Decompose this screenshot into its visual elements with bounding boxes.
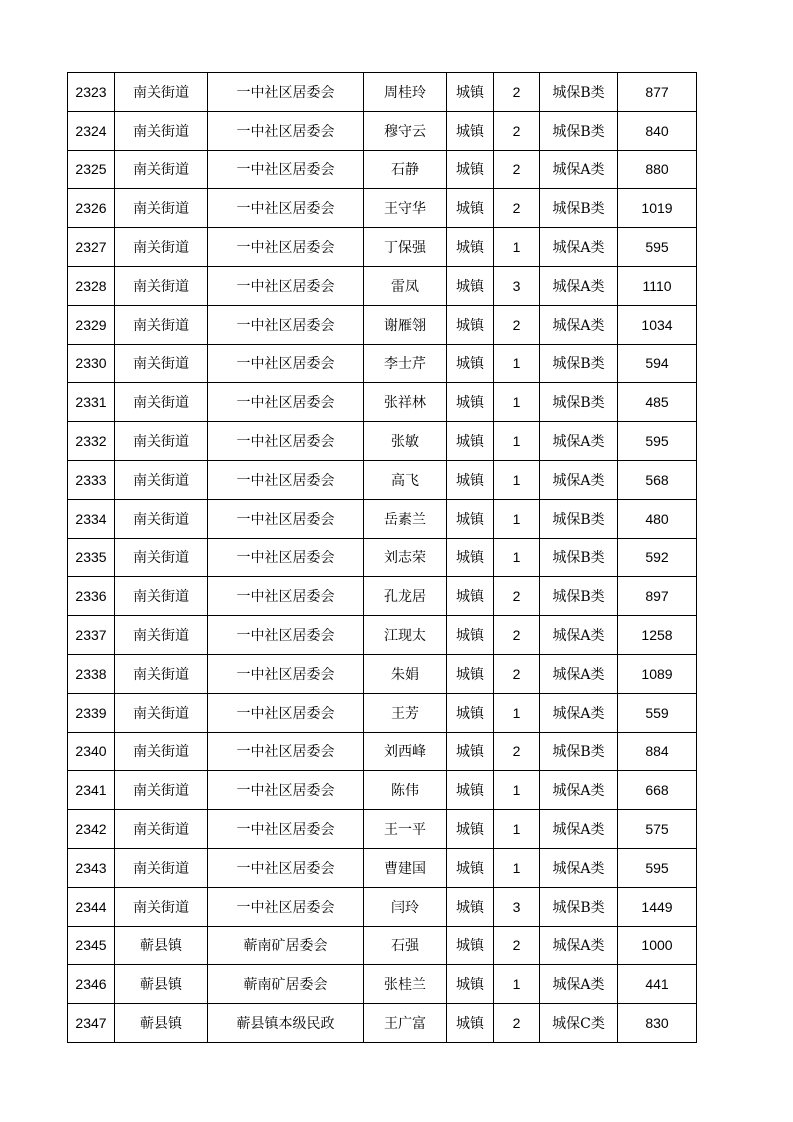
area-type-cell: 城镇 — [447, 848, 494, 887]
amount-cell: 1449 — [618, 887, 697, 926]
category-cell: 城保A类 — [540, 266, 618, 305]
area-type-cell: 城镇 — [447, 1004, 494, 1043]
person-name-cell: 雷凤 — [364, 266, 447, 305]
category-cell: 城保A类 — [540, 848, 618, 887]
area-type-cell: 城镇 — [447, 732, 494, 771]
serial-number-cell: 2347 — [68, 1004, 115, 1043]
table-row — [68, 344, 697, 383]
table-row — [68, 732, 697, 771]
area-type-cell: 城镇 — [447, 344, 494, 383]
category-cell: 城保B类 — [540, 383, 618, 422]
serial-number-cell: 2338 — [68, 654, 115, 693]
street-cell: 南关街道 — [115, 266, 208, 305]
area-type-cell: 城镇 — [447, 810, 494, 849]
community-cell: 一中社区居委会 — [208, 228, 364, 267]
street-cell: 南关街道 — [115, 344, 208, 383]
street-cell: 南关街道 — [115, 111, 208, 150]
serial-number-cell: 2325 — [68, 150, 115, 189]
community-cell: 一中社区居委会 — [208, 693, 364, 732]
table-row — [68, 499, 697, 538]
category-cell: 城保B类 — [540, 538, 618, 577]
person-name-cell: 周桂玲 — [364, 73, 447, 112]
roster-table-body — [68, 73, 697, 1043]
household-size-cell: 2 — [494, 926, 540, 965]
area-type-cell: 城镇 — [447, 383, 494, 422]
serial-number-cell: 2342 — [68, 810, 115, 849]
street-cell: 南关街道 — [115, 577, 208, 616]
street-cell: 南关街道 — [115, 693, 208, 732]
table-row — [68, 422, 697, 461]
street-cell: 南关街道 — [115, 654, 208, 693]
community-cell: 一中社区居委会 — [208, 111, 364, 150]
community-cell: 一中社区居委会 — [208, 344, 364, 383]
person-name-cell: 闫玲 — [364, 887, 447, 926]
household-size-cell: 1 — [494, 344, 540, 383]
area-type-cell: 城镇 — [447, 266, 494, 305]
area-type-cell: 城镇 — [447, 577, 494, 616]
category-cell: 城保A类 — [540, 771, 618, 810]
serial-number-cell: 2327 — [68, 228, 115, 267]
person-name-cell: 曹建国 — [364, 848, 447, 887]
street-cell: 南关街道 — [115, 616, 208, 655]
street-cell: 南关街道 — [115, 887, 208, 926]
amount-cell: 594 — [618, 344, 697, 383]
household-size-cell: 2 — [494, 732, 540, 771]
household-size-cell: 1 — [494, 383, 540, 422]
amount-cell: 441 — [618, 965, 697, 1004]
area-type-cell: 城镇 — [447, 499, 494, 538]
area-type-cell: 城镇 — [447, 228, 494, 267]
category-cell: 城保A类 — [540, 965, 618, 1004]
table-row — [68, 887, 697, 926]
table-row — [68, 266, 697, 305]
household-size-cell: 1 — [494, 538, 540, 577]
category-cell: 城保B类 — [540, 499, 618, 538]
person-name-cell: 谢雁翎 — [364, 305, 447, 344]
person-name-cell: 穆守云 — [364, 111, 447, 150]
community-cell: 蕲南矿居委会 — [208, 926, 364, 965]
serial-number-cell: 2330 — [68, 344, 115, 383]
street-cell: 蕲县镇 — [115, 1004, 208, 1043]
community-cell: 一中社区居委会 — [208, 616, 364, 655]
household-size-cell: 1 — [494, 965, 540, 1004]
household-size-cell: 1 — [494, 499, 540, 538]
street-cell: 南关街道 — [115, 848, 208, 887]
area-type-cell: 城镇 — [447, 73, 494, 112]
street-cell: 南关街道 — [115, 73, 208, 112]
household-size-cell: 2 — [494, 577, 540, 616]
serial-number-cell: 2343 — [68, 848, 115, 887]
household-size-cell: 1 — [494, 228, 540, 267]
community-cell: 一中社区居委会 — [208, 422, 364, 461]
serial-number-cell: 2334 — [68, 499, 115, 538]
amount-cell: 1000 — [618, 926, 697, 965]
amount-cell: 595 — [618, 228, 697, 267]
amount-cell: 884 — [618, 732, 697, 771]
amount-cell: 1110 — [618, 266, 697, 305]
area-type-cell: 城镇 — [447, 926, 494, 965]
community-cell: 一中社区居委会 — [208, 771, 364, 810]
household-size-cell: 1 — [494, 460, 540, 499]
household-size-cell: 1 — [494, 848, 540, 887]
table-row — [68, 577, 697, 616]
table-row — [68, 771, 697, 810]
table-row — [68, 460, 697, 499]
area-type-cell: 城镇 — [447, 654, 494, 693]
table-row — [68, 616, 697, 655]
household-size-cell: 2 — [494, 1004, 540, 1043]
category-cell: 城保A类 — [540, 654, 618, 693]
community-cell: 一中社区居委会 — [208, 460, 364, 499]
amount-cell: 1019 — [618, 189, 697, 228]
area-type-cell: 城镇 — [447, 189, 494, 228]
area-type-cell: 城镇 — [447, 460, 494, 499]
table-row — [68, 926, 697, 965]
street-cell: 南关街道 — [115, 499, 208, 538]
household-size-cell: 2 — [494, 616, 540, 655]
street-cell: 蕲县镇 — [115, 926, 208, 965]
category-cell: 城保B类 — [540, 732, 618, 771]
amount-cell: 877 — [618, 73, 697, 112]
table-row — [68, 305, 697, 344]
serial-number-cell: 2341 — [68, 771, 115, 810]
person-name-cell: 丁保强 — [364, 228, 447, 267]
street-cell: 南关街道 — [115, 732, 208, 771]
category-cell: 城保A类 — [540, 926, 618, 965]
street-cell: 南关街道 — [115, 771, 208, 810]
community-cell: 一中社区居委会 — [208, 305, 364, 344]
household-size-cell: 2 — [494, 150, 540, 189]
table-row — [68, 965, 697, 1004]
serial-number-cell: 2336 — [68, 577, 115, 616]
person-name-cell: 王广富 — [364, 1004, 447, 1043]
household-size-cell: 2 — [494, 189, 540, 228]
household-size-cell: 3 — [494, 887, 540, 926]
person-name-cell: 朱娟 — [364, 654, 447, 693]
street-cell: 南关街道 — [115, 460, 208, 499]
category-cell: 城保A类 — [540, 422, 618, 461]
table-row — [68, 693, 697, 732]
person-name-cell: 张敏 — [364, 422, 447, 461]
area-type-cell: 城镇 — [447, 150, 494, 189]
community-cell: 一中社区居委会 — [208, 577, 364, 616]
community-cell: 一中社区居委会 — [208, 189, 364, 228]
table-row — [68, 228, 697, 267]
area-type-cell: 城镇 — [447, 422, 494, 461]
amount-cell: 568 — [618, 460, 697, 499]
person-name-cell: 张桂兰 — [364, 965, 447, 1004]
person-name-cell: 石静 — [364, 150, 447, 189]
roster-table — [67, 72, 697, 1043]
household-size-cell: 2 — [494, 654, 540, 693]
area-type-cell: 城镇 — [447, 965, 494, 1004]
person-name-cell: 石强 — [364, 926, 447, 965]
amount-cell: 668 — [618, 771, 697, 810]
serial-number-cell: 2326 — [68, 189, 115, 228]
street-cell: 南关街道 — [115, 810, 208, 849]
amount-cell: 840 — [618, 111, 697, 150]
community-cell: 一中社区居委会 — [208, 499, 364, 538]
household-size-cell: 2 — [494, 305, 540, 344]
category-cell: 城保A类 — [540, 228, 618, 267]
person-name-cell: 王守华 — [364, 189, 447, 228]
category-cell: 城保B类 — [540, 577, 618, 616]
serial-number-cell: 2329 — [68, 305, 115, 344]
street-cell: 南关街道 — [115, 228, 208, 267]
person-name-cell: 李士芹 — [364, 344, 447, 383]
table-row — [68, 654, 697, 693]
person-name-cell: 刘西峰 — [364, 732, 447, 771]
area-type-cell: 城镇 — [447, 538, 494, 577]
serial-number-cell: 2337 — [68, 616, 115, 655]
household-size-cell: 1 — [494, 422, 540, 461]
serial-number-cell: 2346 — [68, 965, 115, 1004]
community-cell: 蕲南矿居委会 — [208, 965, 364, 1004]
community-cell: 一中社区居委会 — [208, 383, 364, 422]
amount-cell: 595 — [618, 848, 697, 887]
category-cell: 城保A类 — [540, 460, 618, 499]
serial-number-cell: 2344 — [68, 887, 115, 926]
amount-cell: 880 — [618, 150, 697, 189]
person-name-cell: 王芳 — [364, 693, 447, 732]
category-cell: 城保B类 — [540, 344, 618, 383]
serial-number-cell: 2324 — [68, 111, 115, 150]
category-cell: 城保A类 — [540, 305, 618, 344]
amount-cell: 897 — [618, 577, 697, 616]
person-name-cell: 孔龙居 — [364, 577, 447, 616]
street-cell: 南关街道 — [115, 538, 208, 577]
table-row — [68, 383, 697, 422]
area-type-cell: 城镇 — [447, 693, 494, 732]
community-cell: 一中社区居委会 — [208, 538, 364, 577]
category-cell: 城保B类 — [540, 73, 618, 112]
street-cell: 南关街道 — [115, 422, 208, 461]
amount-cell: 592 — [618, 538, 697, 577]
community-cell: 一中社区居委会 — [208, 266, 364, 305]
street-cell: 南关街道 — [115, 189, 208, 228]
serial-number-cell: 2333 — [68, 460, 115, 499]
amount-cell: 559 — [618, 693, 697, 732]
category-cell: 城保B类 — [540, 887, 618, 926]
household-size-cell: 1 — [494, 771, 540, 810]
person-name-cell: 江现太 — [364, 616, 447, 655]
community-cell: 蕲县镇本级民政 — [208, 1004, 364, 1043]
table-row — [68, 150, 697, 189]
serial-number-cell: 2328 — [68, 266, 115, 305]
person-name-cell: 王一平 — [364, 810, 447, 849]
community-cell: 一中社区居委会 — [208, 848, 364, 887]
serial-number-cell: 2332 — [68, 422, 115, 461]
amount-cell: 480 — [618, 499, 697, 538]
area-type-cell: 城镇 — [447, 305, 494, 344]
table-row — [68, 848, 697, 887]
community-cell: 一中社区居委会 — [208, 732, 364, 771]
area-type-cell: 城镇 — [447, 111, 494, 150]
category-cell: 城保A类 — [540, 616, 618, 655]
household-size-cell: 2 — [494, 111, 540, 150]
community-cell: 一中社区居委会 — [208, 73, 364, 112]
amount-cell: 1089 — [618, 654, 697, 693]
person-name-cell: 陈伟 — [364, 771, 447, 810]
area-type-cell: 城镇 — [447, 887, 494, 926]
serial-number-cell: 2339 — [68, 693, 115, 732]
community-cell: 一中社区居委会 — [208, 150, 364, 189]
person-name-cell: 张祥林 — [364, 383, 447, 422]
community-cell: 一中社区居委会 — [208, 654, 364, 693]
household-size-cell: 1 — [494, 810, 540, 849]
amount-cell: 575 — [618, 810, 697, 849]
category-cell: 城保B类 — [540, 111, 618, 150]
category-cell: 城保A类 — [540, 693, 618, 732]
household-size-cell: 2 — [494, 73, 540, 112]
street-cell: 南关街道 — [115, 383, 208, 422]
amount-cell: 830 — [618, 1004, 697, 1043]
street-cell: 南关街道 — [115, 150, 208, 189]
community-cell: 一中社区居委会 — [208, 887, 364, 926]
amount-cell: 595 — [618, 422, 697, 461]
serial-number-cell: 2323 — [68, 73, 115, 112]
category-cell: 城保C类 — [540, 1004, 618, 1043]
category-cell: 城保B类 — [540, 189, 618, 228]
table-row — [68, 189, 697, 228]
table-row — [68, 810, 697, 849]
table-row — [68, 111, 697, 150]
person-name-cell: 刘志荣 — [364, 538, 447, 577]
household-size-cell: 1 — [494, 693, 540, 732]
serial-number-cell: 2340 — [68, 732, 115, 771]
community-cell: 一中社区居委会 — [208, 810, 364, 849]
area-type-cell: 城镇 — [447, 771, 494, 810]
person-name-cell: 岳素兰 — [364, 499, 447, 538]
category-cell: 城保A类 — [540, 810, 618, 849]
area-type-cell: 城镇 — [447, 616, 494, 655]
category-cell: 城保A类 — [540, 150, 618, 189]
person-name-cell: 高飞 — [364, 460, 447, 499]
amount-cell: 485 — [618, 383, 697, 422]
street-cell: 南关街道 — [115, 305, 208, 344]
serial-number-cell: 2345 — [68, 926, 115, 965]
serial-number-cell: 2331 — [68, 383, 115, 422]
amount-cell: 1034 — [618, 305, 697, 344]
amount-cell: 1258 — [618, 616, 697, 655]
household-size-cell: 3 — [494, 266, 540, 305]
table-row — [68, 73, 697, 112]
table-row — [68, 1004, 697, 1043]
table-row — [68, 538, 697, 577]
street-cell: 蕲县镇 — [115, 965, 208, 1004]
serial-number-cell: 2335 — [68, 538, 115, 577]
